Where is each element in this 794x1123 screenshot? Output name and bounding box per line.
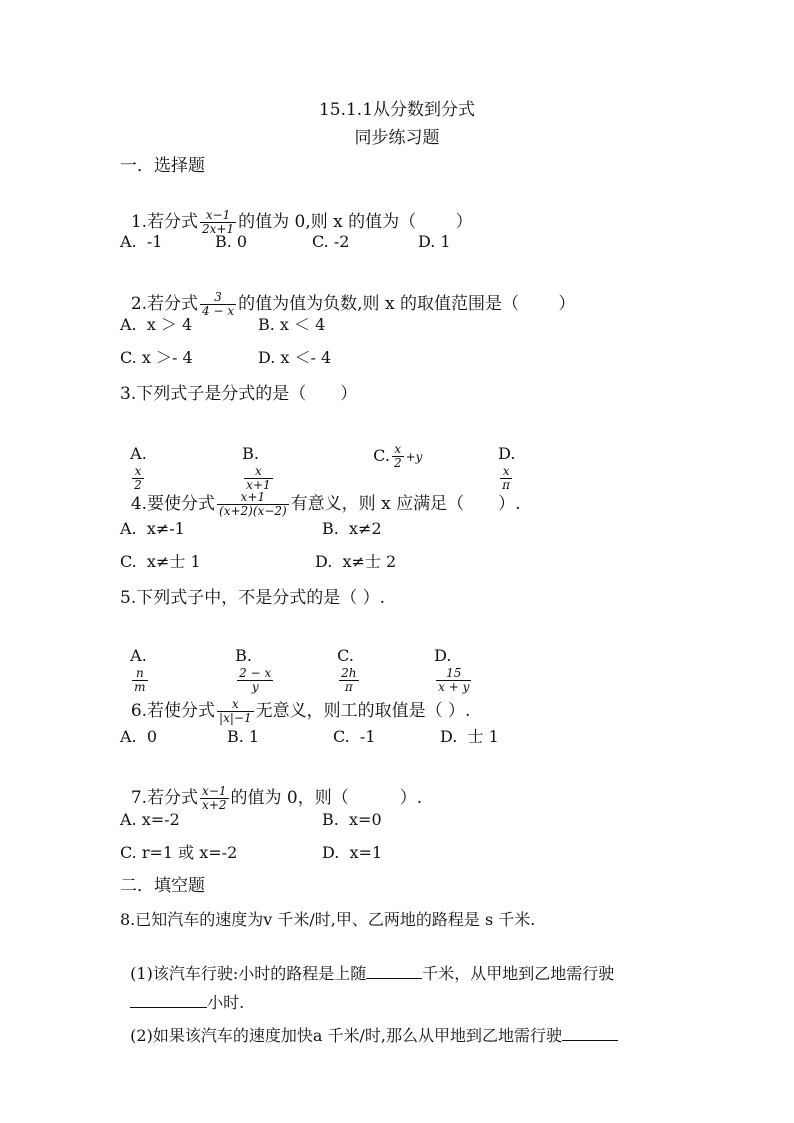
q7-option-c: C. r=1 或 x=-2 [120, 843, 238, 862]
q2-option-c: C. x ＞- 4 [120, 348, 193, 367]
q4-option-b: B. x≠2 [322, 519, 382, 538]
q1-option-b: B. 0 [215, 232, 248, 251]
question-8-part-1-text-2: 千米，从甲地到乙地需行驶 [422, 964, 615, 983]
fraction-numerator: x−1 [202, 784, 227, 798]
question-2-suffix: 的值为值为负数,则 x 的取值范围是（ ） [238, 294, 576, 314]
fraction-denominator: x+2 [202, 798, 227, 812]
option-label: D. [498, 444, 516, 463]
page-subtitle: 同步练习题 [354, 128, 440, 148]
q2-option-b: B. x ＜ 4 [258, 315, 326, 334]
q3-option-c [363, 421, 422, 470]
fraction-numerator: x [231, 697, 239, 711]
option-label: C. [373, 446, 390, 465]
fraction-denominator: 4 − x [202, 304, 235, 318]
fraction-denominator: 2x+1 [202, 222, 235, 236]
question-4-prefix: 4.要使分式 [130, 494, 216, 514]
option-tail: +y [405, 450, 423, 464]
fraction-denominator: (x+2)(x−2) [219, 504, 287, 518]
question-2 [120, 269, 575, 318]
question-4-fraction [217, 491, 289, 518]
fraction-denominator: x+1 [246, 478, 271, 492]
fraction-denominator: 2 [134, 478, 142, 492]
q6-option-d: D. 士 1 [440, 727, 499, 746]
fraction-numerator: x [394, 442, 402, 456]
fraction-numerator: x−1 [205, 208, 231, 222]
question-6-suffix: 无意义，则工的取值是（ ）. [255, 701, 471, 721]
option-label: A. [130, 646, 147, 665]
question-8-line-1: 8.已知汽车的速度为v 千米/时,甲、乙两地的路程是 s 千米. [120, 910, 536, 929]
q1-option-c: C. -2 [312, 232, 350, 251]
q2-option-a: A. x ＞ 4 [120, 315, 193, 334]
q6-option-b: B. 1 [227, 727, 260, 746]
section-heading-fill: 二．填空题 [120, 876, 205, 896]
question-1-suffix: 的值为 0,则 x 的值为（ ） [238, 212, 473, 232]
q7-option-a: A. x=-2 [120, 810, 180, 829]
fraction-numerator: 2 − x [239, 666, 272, 680]
option-label: C. [337, 646, 354, 665]
option-label: A. [130, 444, 147, 463]
question-8-part-2-text: (2)如果该汽车的速度加快a 千米/时,那么从甲地到乙地需行驶 [130, 1026, 562, 1045]
fraction-denominator: π [502, 478, 511, 492]
question-1 [120, 187, 473, 236]
question-2-prefix: 2.若分式 [130, 294, 199, 314]
answer-blank[interactable] [562, 1024, 618, 1041]
q7-option-d: D. x=1 [322, 843, 383, 862]
question-7-suffix: 的值为 0，则（ ）. [230, 788, 423, 808]
question-7-prefix: 7.若分式 [130, 788, 199, 808]
question-2-fraction [200, 291, 236, 318]
option-label: B. [235, 646, 253, 665]
question-8-part-1-text: (1)该汽车行驶:小时的路程是上随 [130, 964, 367, 983]
q4-option-a: A. x≠-1 [120, 519, 185, 538]
q4-option-c: C. x≠士 1 [120, 552, 201, 571]
question-8-part-1-text-3: 小时. [207, 993, 245, 1012]
question-4-suffix: 有意义，则 x 应满足（ ）. [290, 494, 521, 514]
fraction-denominator: |x|−1 [219, 711, 252, 725]
q1-option-a: A. -1 [120, 232, 163, 251]
question-6-fraction [217, 698, 254, 725]
q6-option-c: C. -1 [333, 727, 376, 746]
fraction-denominator: π [339, 680, 358, 694]
fraction-denominator: m [134, 680, 146, 694]
q2-option-d: D. x ＜- 4 [258, 348, 332, 367]
fraction-numerator: 2h [341, 666, 357, 680]
question-4 [120, 469, 521, 518]
question-3: 3.下列式子是分式的是（ ） [120, 384, 358, 404]
question-6-prefix: 6.若使分式 [130, 701, 216, 721]
page-title: 15.1.1从分数到分式 [318, 100, 476, 120]
section-heading-choice: 一．选择题 [120, 156, 205, 176]
q7-option-b: B. x=0 [322, 810, 382, 829]
fraction-denominator: y [237, 680, 273, 694]
fraction-denominator: 2 [393, 456, 402, 470]
fraction-numerator: x [255, 464, 262, 478]
option-label: B. [242, 444, 260, 463]
q1-option-d: D. 1 [418, 232, 451, 251]
question-1-prefix: 1.若分式 [130, 212, 199, 232]
fraction-denominator: x + y [438, 680, 470, 694]
fraction-numerator: x+1 [240, 490, 266, 504]
option-label: D. [434, 646, 452, 665]
option-fraction [392, 443, 404, 470]
answer-blank[interactable] [366, 962, 422, 979]
question-8-line-4 [120, 1002, 618, 1047]
fraction-numerator: x [134, 464, 142, 478]
question-6 [120, 676, 470, 725]
fraction-numerator: x [502, 464, 510, 478]
q4-option-d: D. x≠士 2 [315, 552, 397, 571]
question-7-fraction [200, 785, 228, 812]
question-7 [120, 763, 422, 812]
fraction-numerator: 15 [446, 666, 462, 680]
question-5: 5.下列式子中，不是分式的是（ ）. [120, 588, 386, 608]
fraction-numerator: n [136, 666, 144, 680]
fraction-numerator: 3 [214, 290, 222, 304]
q6-option-a: A. 0 [120, 727, 157, 746]
